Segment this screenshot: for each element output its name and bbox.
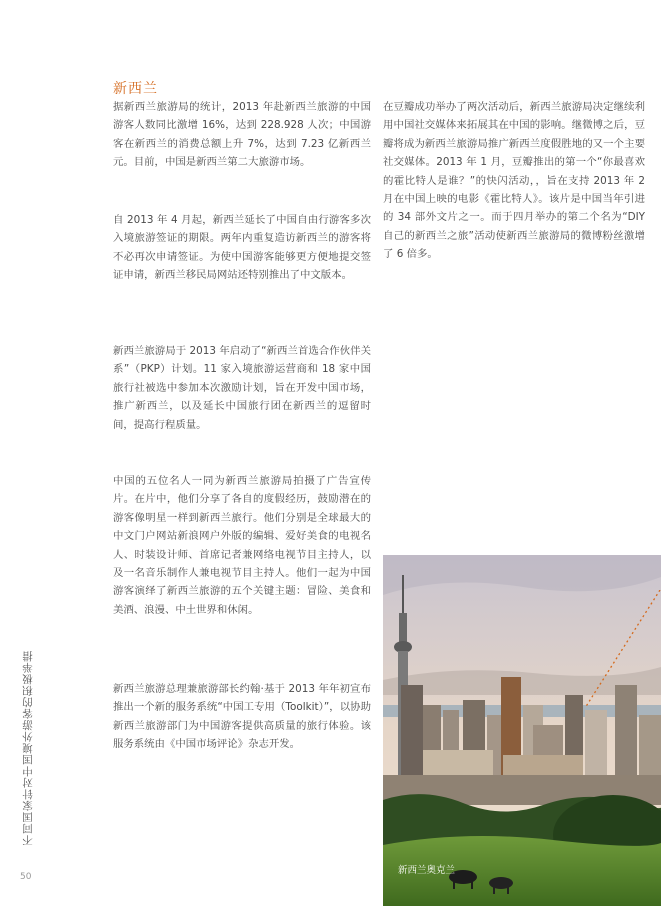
paragraph-visitor-stats: 据新西兰旅游局的统计，2013 年赴新西兰旅游的中国游客人数同比激增 16%，达到 228.928 人次；中国游客在新西兰的消费总额上升 7%，达到 7.23 亿新西兰元。目前，中国是新西兰第二大旅游市场。 [113, 101, 371, 169]
paragraph-celebrity-ad: 中国的五位名人一同为新西兰旅游局拍摄了广告宣传片。在片中，他们分享了各自的度假经历，鼓励潜在的游客像明星一样到新西兰旅行。他们分别是全球最大的中文门户网站新浪网户外版的编辑、爱好美食的电视名人、时装设计师、首席记者兼网络电视节目主持人，以及一名音乐制作人兼电视节目主持人。他们一起为中国游客演绎了新西兰旅游的五个关键主题：冒险、美食和美酒、浪漫、中土世界和休闲。 [113, 475, 371, 616]
paragraph-douban-campaign: 在豆瓣成功举办了两次活动后，新西兰旅游局决定继续利用中国社交媒体来拓展其在中国的影响。继微博之后，豆瓣将成为新西兰旅游局推广新西兰度假胜地的又一个主要社交媒体。2013 年 1 月，豆瓣推出的第一个“你最喜欢的霍比特人是谁？”的快闪活动，，旨在支持 2013 年 2 月在中国上映的电影《霍比特人》。该片是中国当年引进的 34 部外文片之一。而于四月举办的第二个名为“DIY 自己的新西兰之旅”活动使新西兰旅游局的微博粉丝激增了 6 倍多。 [383, 101, 645, 261]
section-heading: 新西兰 [113, 81, 158, 97]
paragraph-toolkit: 新西兰旅游总理兼旅游部长约翰·基于 2013 年年初宣布推出一个新的服务系统“中国工专用（Toolkit）”，以协助新西兰旅游部门为中国游客提供高质量的旅行体验。该服务系统由《中国市场评论》杂志开发。 [113, 683, 371, 751]
side-running-title: 不同国家针对中国境外游客的积极举措 [22, 650, 34, 846]
paragraph-visa-policy: 自 2013 年 4 月起，新西兰延长了中国自由行游客多次入境旅游签证的期限。两年内重复造访新西兰的游客将不必再次申请签证。为使中国游客能够更方便地提交签证申请，新西兰移民局网站还特别推出了中文版本。 [113, 214, 371, 282]
photo-caption: 新西兰奥克兰 [398, 865, 456, 876]
paragraph-pkp-program: 新西兰旅游局于 2013 年启动了“新西兰首选合作伙伴关系”（PKP）计划。11 家入境旅游运营商和 18 家中国旅行社被选中参加本次激励计划，旨在开发中国市场，推广新西兰，以及延长中国旅行团在新西兰的逗留时间，提高行程质量。 [113, 345, 371, 431]
page-number: 50 [20, 872, 32, 882]
decorative-dotted-line [585, 590, 661, 710]
